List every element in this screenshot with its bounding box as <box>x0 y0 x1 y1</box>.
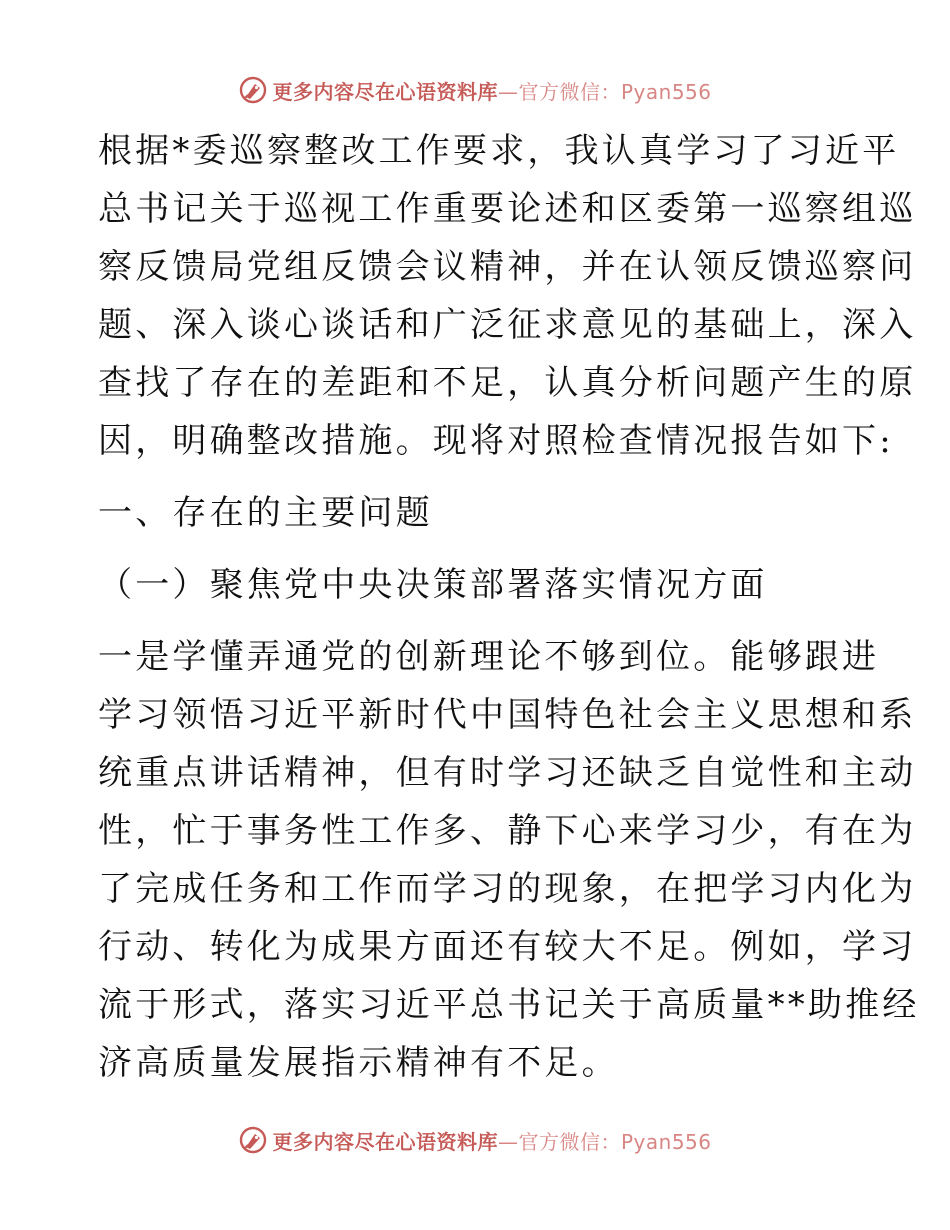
watermark-dash: — <box>497 79 519 104</box>
watermark-official-label: 官方微信： <box>518 1129 621 1154</box>
pen-nib-circle-icon <box>238 75 268 105</box>
text-line: 察反馈局党组反馈会议精神，并在认领反馈巡察问 <box>98 247 917 287</box>
header-watermark <box>0 72 950 108</box>
watermark-dash: — <box>497 1129 519 1154</box>
watermark-main: 更多内容尽在心语资料库 <box>272 1129 498 1154</box>
text-line: 根据*委巡察整改工作要求，我认真学习了习近平 <box>98 131 900 171</box>
text-line: 学习领悟习近平新时代中国特色社会主义思想和系 <box>98 695 917 735</box>
text-line: 总书记关于巡视工作重要论述和区委第一巡察组巡 <box>98 189 917 229</box>
watermark-text <box>272 1126 711 1155</box>
watermark-wechat-id: Pyan556 <box>620 79 712 104</box>
section-heading: 一、存在的主要问题 <box>98 493 433 533</box>
text-line: 行动、转化为成果方面还有较大不足。例如，学习 <box>98 927 917 967</box>
text-line: 济高质量发展指示精神有不足。 <box>98 1043 619 1083</box>
body-paragraph <box>98 628 920 1092</box>
footer-watermark <box>0 1122 950 1158</box>
text-line: 性，忙于事务性工作多、静下心来学习少，有在为 <box>98 811 917 851</box>
text-line: 统重点讲话精神，但有时学习还缺乏自觉性和主动 <box>98 753 917 793</box>
text-line: 了完成任务和工作而学习的现象，在把学习内化为 <box>98 869 917 909</box>
text-line: 流于形式，落实习近平总书记关于高质量**助推经 <box>98 985 920 1025</box>
pen-nib-circle-icon <box>238 1125 268 1155</box>
watermark-text <box>272 76 711 105</box>
subsection-heading: （一）聚焦党中央决策部署落实情况方面 <box>98 565 768 605</box>
watermark-official-label: 官方微信： <box>518 79 621 104</box>
text-line: 查找了存在的差距和不足，认真分析问题产生的原 <box>98 363 917 403</box>
watermark-wechat-id: Pyan556 <box>620 1129 712 1154</box>
text-line: 一是学懂弄通党的创新理论不够到位。能够跟进 <box>98 637 880 677</box>
text-line: 题、深入谈心谈话和广泛征求意见的基础上，深入 <box>98 305 917 345</box>
document-body <box>98 122 920 1092</box>
watermark-main: 更多内容尽在心语资料库 <box>272 79 498 104</box>
text-line: 因，明确整改措施。现将对照检查情况报告如下: <box>98 421 894 461</box>
intro-paragraph <box>98 122 917 470</box>
